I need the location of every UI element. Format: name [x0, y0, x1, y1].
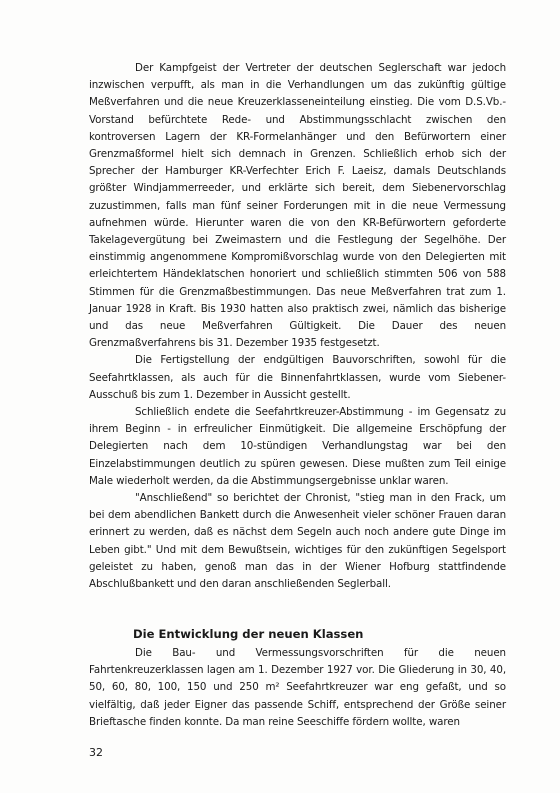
section-heading: Die Entwicklung der neuen Klassen: [133, 627, 364, 641]
paragraph: Schließlich endete die Seefahrtkreuzer-Abstimmung - im Gegensatz zu ihrem Beginn - in erfreulicher Einmütigkeit. Die allgemeine Erschöpfung der Delegierten nach dem 10-stündigen Verhandlungstag war bei den Einzelabstimmungen deutlich zu spüren gewesen. Diese mußten zum Teil einige Male wiederholt werden, da die Abstimmungsergebnisse unklar waren.: [89, 406, 506, 487]
body-text-bottom: [89, 645, 506, 731]
paragraph: Der Kampfgeist der Vertreter der deutschen Seglerschaft war jedoch inzwischen verpufft, als man in die Verhandlungen um das zukünftig gültige Meßverfahren und die neue Kreuzerklasseneinteilung einstieg. Die vom D.S.Vb.-Vorstand befürchtete Rede- und Abstimmungsschlacht zwischen den kontroversen Lagern der KR-Formelanhänger und den Befürwortern einer Grenzmaßformel hielt sich demnach in Grenzen. Schließlich erhob sich der Sprecher der Hamburger KR-Verfechter Erich F. Laeisz, damals Deutschlands größter Windjammerreeder, und erklärte sich bereit, dem Siebenervorschlag zuzustimmen, falls man fünf seiner Forderungen mit in die neue Vermessung aufnehmen würde. Hierunter waren die von den KR-Befürwortern geforderte Takelagevergütung bei Zweimastern und die Festlegung der Segelhöhe. Der einstimmig angenommene Kompromißvorschlag wurde von den Delegierten mit erleichtertem Händeklatschen honoriert und schließlich stimmten 506 von 588 Stimmen für die Grenzmaßbestimmungen. Das neue Meßverfahren trat zum 1. Januar 1928 in Kraft. Bis 1930 hatten also praktisch zwei, nämlich das bisherige und das neue Meßverfahren Gültigkeit. Die Dauer des neuen Grenzmaßverfahrens bis 31. Dezember 1935 festgesetzt.: [89, 62, 506, 350]
page-number: 32: [89, 746, 103, 759]
body-text-top: [89, 60, 506, 593]
paragraph: Die Bau- und Vermessungsvorschriften für die neuen Fahrtenkreuzerklassen lagen am 1. Dezember 1927 vor. Die Gliederung in 30, 40, 50, 60, 80, 100, 150 und 250 m² Seefahrtkreuzer war eng gefaßt, und so vielfältig, daß jeder Eigner das passende Schiff, entsprechend der Größe seiner Brieftasche finden konnte. Da man reine Seeschiffe fördern wollte, waren: [89, 647, 506, 728]
paragraph: "Anschließend" so berichtet der Chronist, "stieg man in den Frack, um bei dem abendlichen Bankett durch die Anwesenheit vieler schöner Frauen daran erinnert zu werden, daß es nächst dem Segeln auch noch andere gute Dinge im Leben gibt." Und mit dem Bewußtsein, wichtiges für den zukünftigen Segelsport geleistet zu haben, genoß man das in der Wiener Hofburg stattfindende Abschlußbankett und den daran anschließenden Seglerball.: [89, 492, 506, 591]
paragraph: Die Fertigstellung der endgültigen Bauvorschriften, sowohl für die Seefahrtklassen, als auch für die Binnenfahrtklassen, wurde vom Siebener-Ausschuß bis zum 1. Dezember in Aussicht gestellt.: [89, 354, 506, 401]
